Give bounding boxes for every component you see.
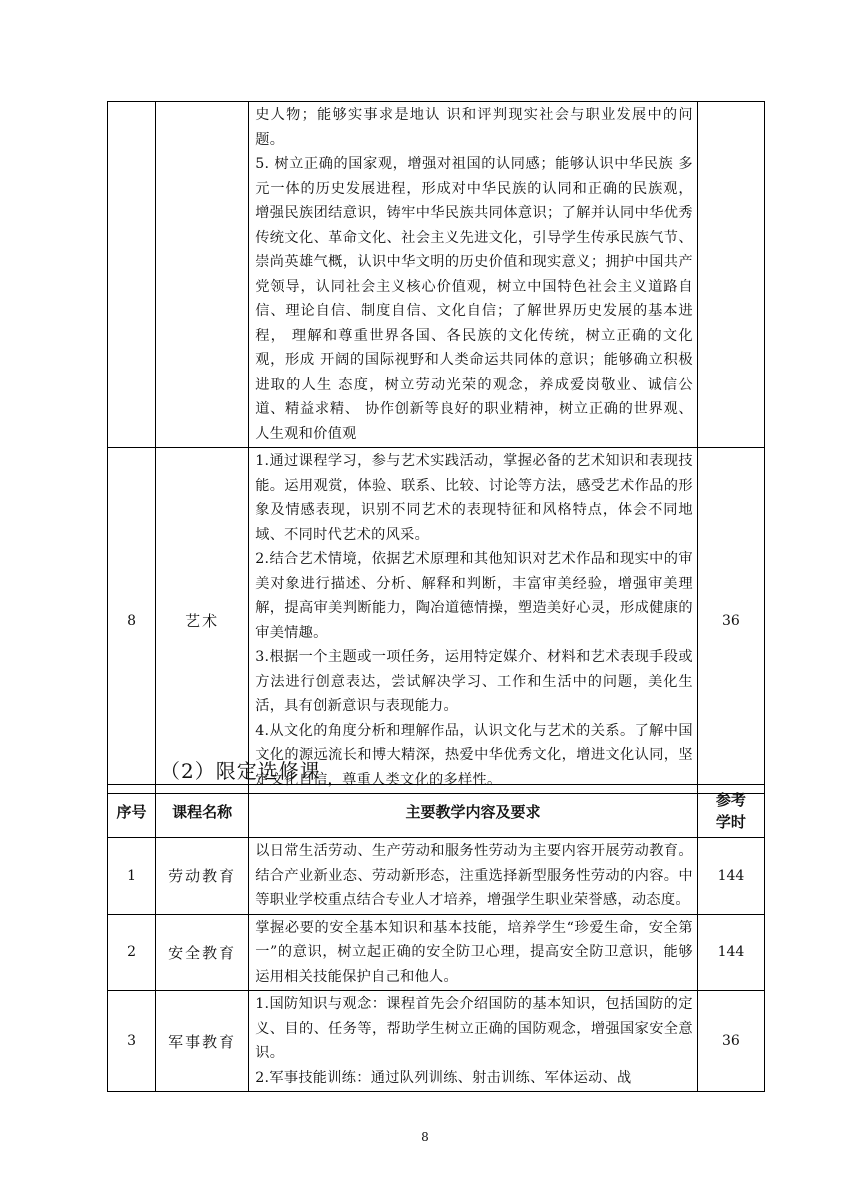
course-name-cell: 劳动教育 — [156, 838, 249, 915]
content-paragraph: 史人物；能够实事求是地认 识和评判现实社会与职业发展中的问题。 — [255, 107, 693, 148]
section-heading: （2）限定选修课 — [160, 759, 321, 783]
course-name-cell: 艺术 — [156, 448, 249, 794]
table-row — [108, 102, 765, 448]
course-name-cell — [156, 102, 249, 448]
header-hours-line2: 学时 — [715, 813, 746, 831]
content-paragraph: 5. 树立正确的国家观，增强对祖国的认同感；能够认识中华民族 多元一体的历史发展进程，形成对中华民族的认同和正确的民族观， 增强民族团结意识，铸牢中华民族共同体意识；了解并认同中华优秀 传统文化、革命文化、社会主义先进文化，引导学生传承民族气节、崇尚英雄气概，认识中华文明的历史价值和现实意义；拥护中国共产 党领导，认同社会主义核心价值观，树立中国特色社会主义道路自信、理论自信、制度自信、文化自信；了解世界历史发展的基本进程， 理解和尊重世界各国、各民族的文化传统，树立正确的文化观，形成 开阔的国际视野和人类命运共同体的意识；能够确立积极进取的人生 态度，树立劳动光荣的观念，养成爱岗敬业、诚信公道、精益求精、 协作创新等良好的职业精神，树立正确的世界观、人生观和价值观 — [255, 156, 693, 442]
course-content-cell — [249, 448, 698, 794]
table-row — [108, 991, 765, 1092]
row-number-cell: 2 — [108, 914, 156, 991]
header-content: 主要教学内容及要求 — [249, 785, 698, 838]
hours-cell: 144 — [697, 914, 764, 991]
content-paragraph: 2.军事技能训练：通过队列训练、射击训练、军体运动、战 — [255, 1069, 632, 1086]
content-paragraph: 1.国防知识与观念：课程首先会介绍国防的基本知识，包括国防的定义、目的、任务等，帮助学生树立正确的国防观念，增强国家安全意识。 — [255, 996, 693, 1061]
page-number: 8 — [421, 1130, 429, 1144]
course-name-cell: 安全教育 — [156, 914, 249, 991]
content-paragraph: 2.结合艺术情境，依据艺术原理和其他知识对艺术作品和现实中的审美对象进行描述、分析、解释和判断，丰富审美经验，增强审美理解，提高审美判断能力，陶冶道德情操，塑造美好心灵，形成健康的审美情趣。 — [255, 551, 693, 641]
hours-cell: 36 — [697, 991, 764, 1092]
hours-cell: 144 — [697, 838, 764, 915]
content-paragraph: 3.根据一个主题或一项任务，运用特定媒介、材料和艺术表现手段或方法进行创意表达，尝试解决学习、工作和生活中的问题，美化生活，具有创新意识与表现能力。 — [255, 649, 693, 714]
table-row — [108, 914, 765, 991]
row-number-cell — [108, 102, 156, 448]
header-hours — [697, 785, 764, 838]
row-number-cell: 3 — [108, 991, 156, 1092]
header-course-name: 课程名称 — [156, 785, 249, 838]
course-content-cell — [249, 991, 698, 1092]
row-number-cell: 1 — [108, 838, 156, 915]
content-paragraph: 掌握必要的安全基本知识和基本技能，培养学生“珍爱生命，安全第一”的意识，树立起正确的安全防卫心理，提高安全防卫意识，能够运用相关技能保护自己和他人。 — [255, 919, 693, 985]
header-number: 序号 — [108, 785, 156, 838]
row-number-cell: 8 — [108, 448, 156, 794]
hours-cell — [697, 102, 764, 448]
elective-course-table — [107, 784, 765, 1092]
table-header-row — [108, 785, 765, 838]
content-paragraph: 以日常生活劳动、生产劳动和服务性劳动为主要内容开展劳动教育。结合产业新业态、劳动新形态，注重选择新型服务性劳动的内容。中等职业学校重点结合专业人才培养，增强学生职业荣誉感，动态度。 — [255, 843, 693, 908]
course-content-cell — [249, 838, 698, 915]
table-row — [108, 838, 765, 915]
header-hours-line1: 参考 — [715, 791, 746, 809]
content-paragraph: 1.通过课程学习，参与艺术实践活动，掌握必备的艺术知识和表现技能。运用观赏，体验、联系、比较、讨论等方法，感受艺术作品的形象及情感表现，识别不同艺术的表现特征和风格特点，体会不同地域、不同时代艺术的风采。 — [255, 453, 693, 543]
course-name-cell: 军事教育 — [156, 991, 249, 1092]
course-content-cell — [249, 102, 698, 448]
hours-cell: 36 — [697, 448, 764, 794]
table-row — [108, 448, 765, 794]
content-paragraph: 4.从文化的角度分析和理解作品，认识文化与艺术的关系。了解中国文化的源远流长和博大精深，热爱中华优秀文化，增进文化认同，坚定文化自信，尊重人类文化的多样性。 — [255, 722, 693, 788]
course-content-cell — [249, 914, 698, 991]
course-table-continued — [107, 101, 765, 794]
